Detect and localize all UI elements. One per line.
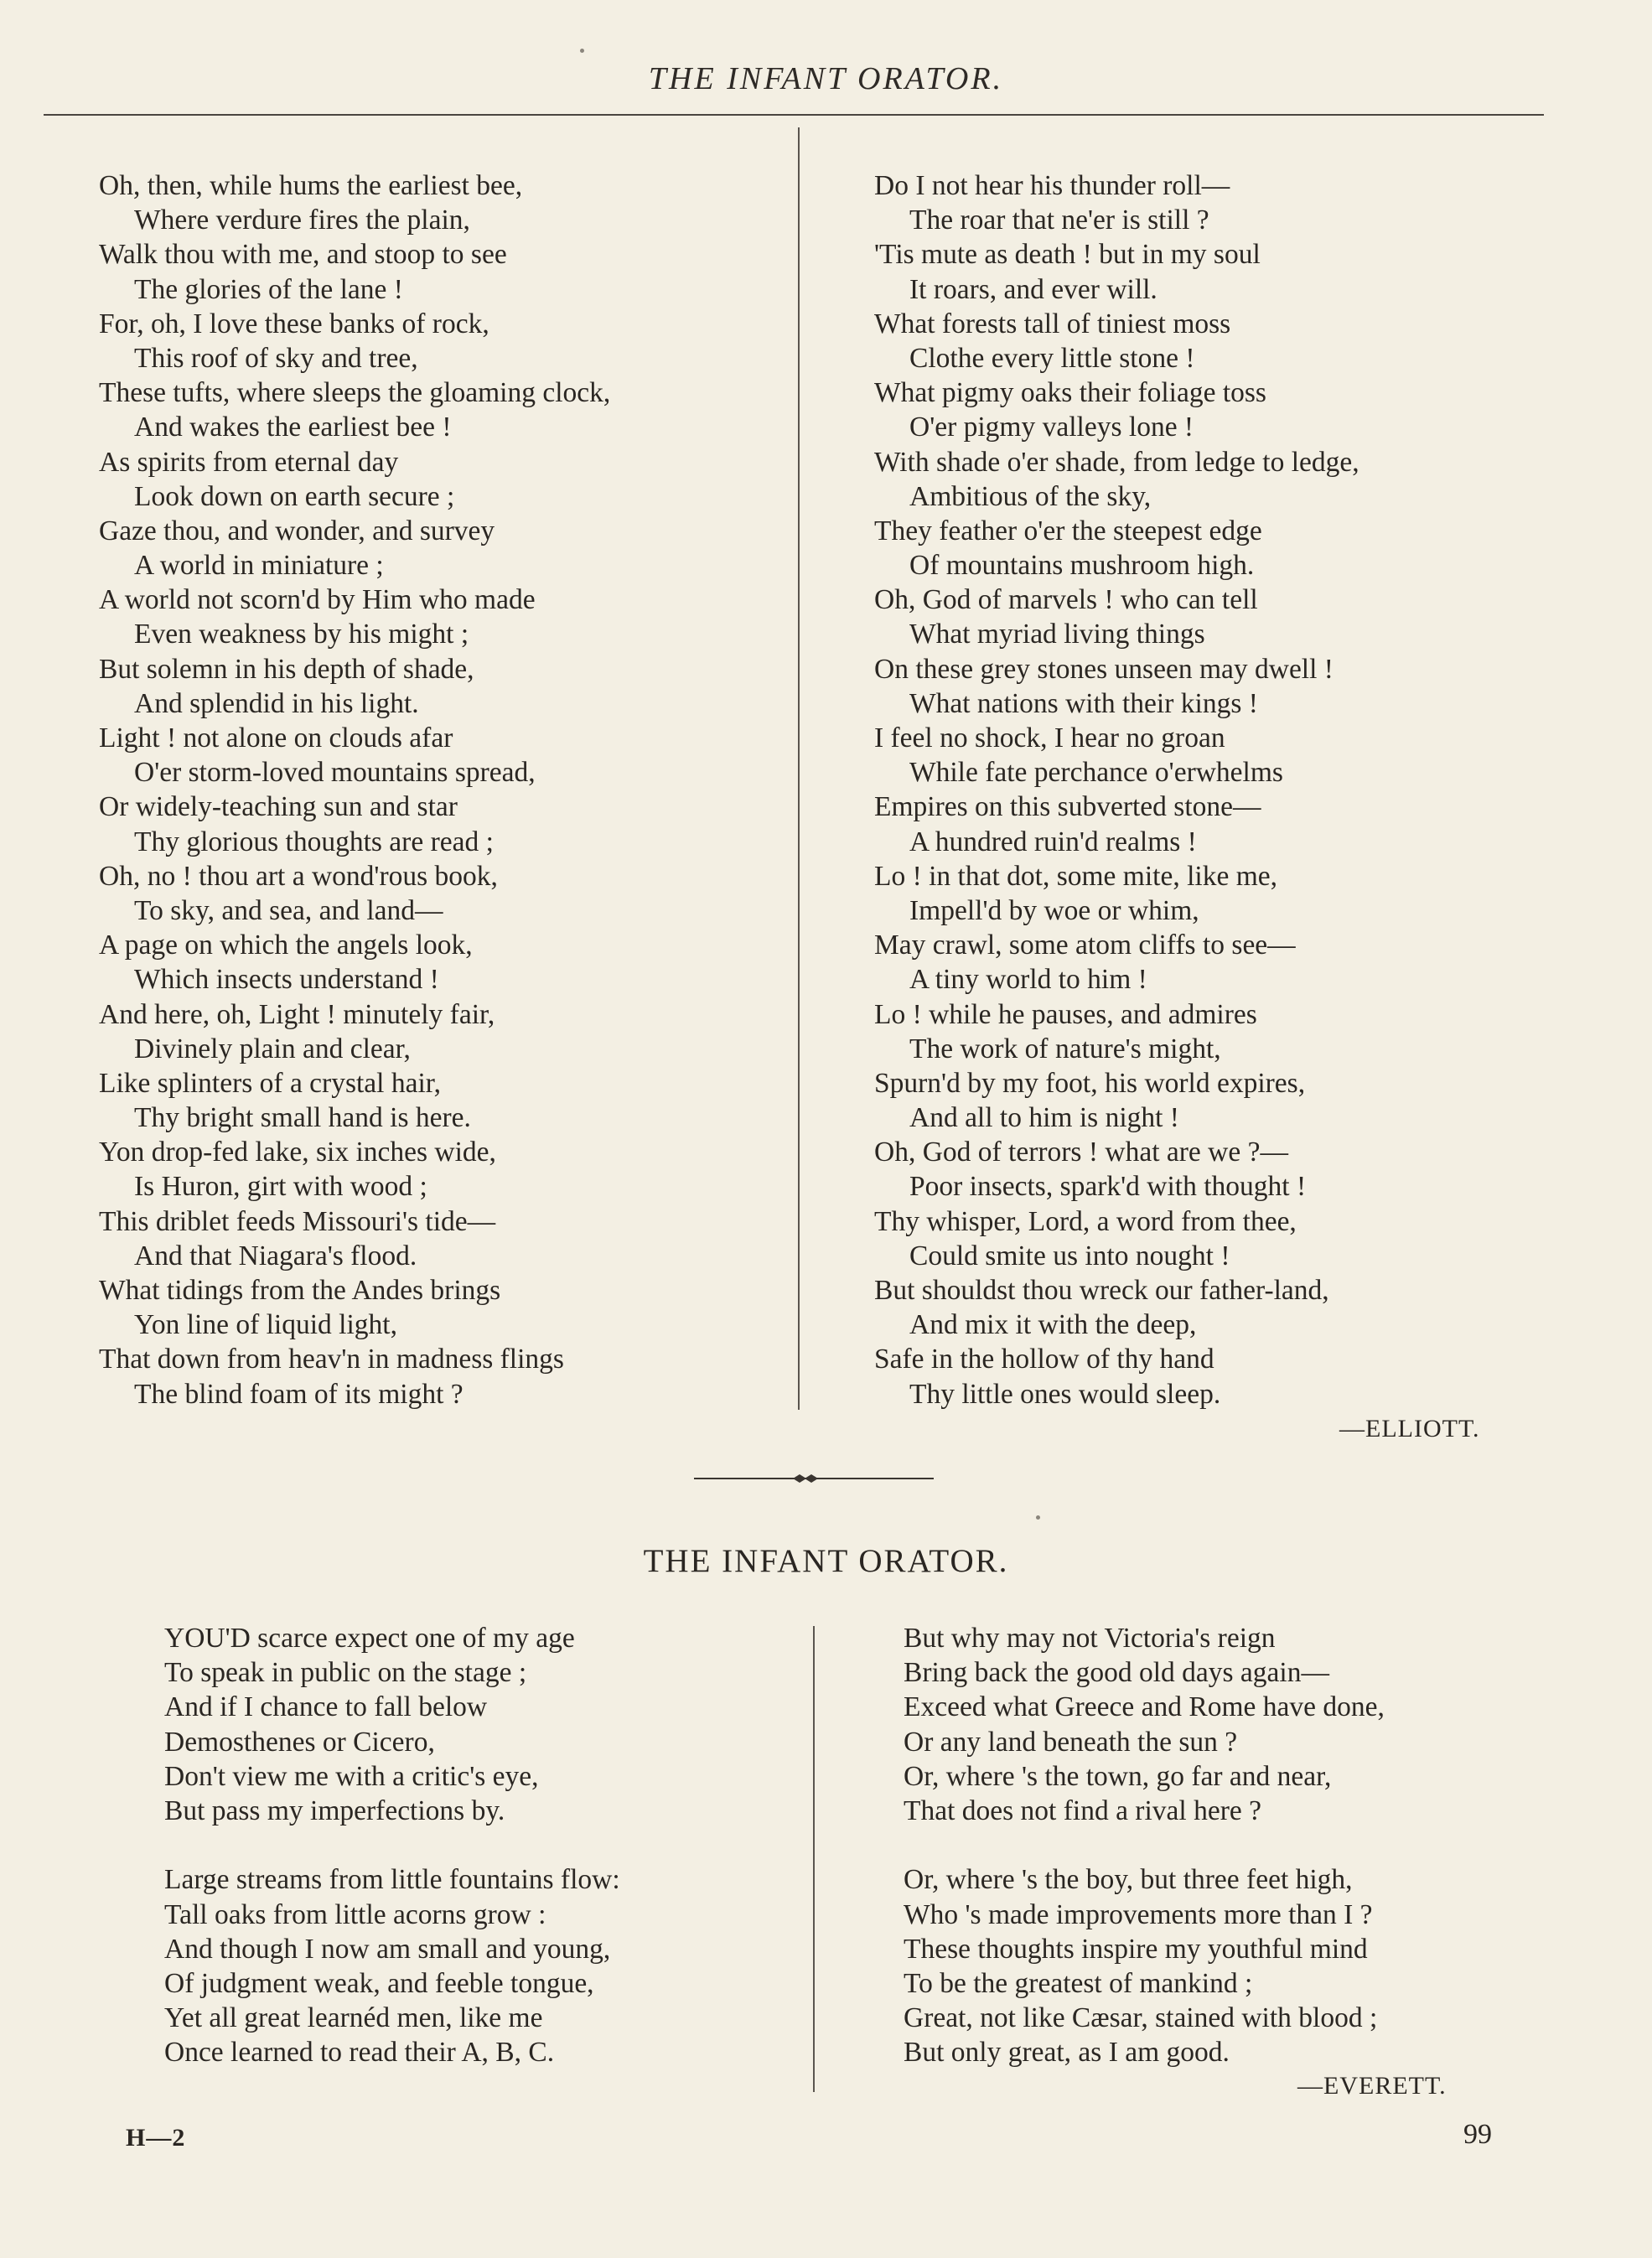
print-speck	[1036, 1515, 1040, 1520]
verse-line: What tidings from the Andes brings	[99, 1275, 501, 1306]
verse-line: This driblet feeds Missouri's tide—	[99, 1205, 496, 1237]
verse-line: A world not scorn'd by Him who made	[99, 584, 536, 616]
verse-line: Or, where 's the boy, but three feet high,	[904, 1864, 1353, 1896]
verse-line: Thy glorious thoughts are read ;	[134, 826, 494, 857]
verse-line: But pass my imperfections by.	[164, 1794, 505, 1826]
verse-line: May crawl, some atom cliffs to see—	[874, 930, 1296, 961]
verse-line: Even weakness by his might ;	[134, 619, 469, 650]
verse-line: Look down on earth secure ;	[134, 480, 455, 512]
verse-line: And splendid in his light.	[134, 687, 419, 719]
verse-line: Oh, God of marvels ! who can tell	[874, 584, 1258, 616]
poem2-attribution: —EVERETT.	[1297, 2072, 1447, 2100]
verse-line: Like splinters of a crystal hair,	[99, 1067, 441, 1099]
verse-line: Don't view me with a critic's eye,	[164, 1760, 539, 1792]
verse-line: Exceed what Greece and Rome have done,	[904, 1691, 1385, 1723]
verse-line: But only great, as I am good.	[904, 2037, 1230, 2069]
verse-line: But shouldst thou wreck our father-land,	[874, 1275, 1329, 1306]
verse-line: Divinely plain and clear,	[134, 1033, 411, 1064]
verse-line: Thy little ones would sleep.	[909, 1378, 1221, 1410]
verse-line: Or any land beneath the sun ?	[904, 1726, 1238, 1758]
verse-line: A world in miniature ;	[134, 550, 384, 582]
verse-line: Safe in the hollow of thy hand	[874, 1344, 1214, 1375]
poem2-column-divider	[813, 1626, 815, 2092]
verse-line	[904, 1828, 1385, 1862]
verse-line: Tall oaks from little acorns grow :	[164, 1898, 546, 1930]
verse-line: Yon drop-fed lake, six inches wide,	[99, 1137, 496, 1168]
verse-line: For, oh, I love these banks of rock,	[99, 308, 489, 339]
verse-line: To sky, and sea, and land—	[134, 894, 443, 926]
verse-line: This roof of sky and tree,	[134, 342, 418, 374]
verse-line: The blind foam of its might ?	[134, 1378, 463, 1410]
verse-line: But why may not Victoria's reign	[904, 1623, 1276, 1654]
poem2-right-column	[904, 1621, 1385, 2069]
verse-line: Could smite us into nought !	[909, 1240, 1230, 1271]
verse-line: Thy bright small hand is here.	[134, 1102, 471, 1134]
verse-line: To speak in public on the stage ;	[164, 1657, 527, 1689]
verse-line: With shade o'er shade, from ledge to ledge,	[874, 446, 1359, 478]
verse-line: And though I now am small and young,	[164, 1933, 611, 1965]
poem2-title: THE INFANT ORATOR.	[643, 1543, 1009, 1579]
verse-line: Spurn'd by my foot, his world expires,	[874, 1067, 1306, 1099]
verse-line: Empires on this subverted stone—	[874, 791, 1261, 823]
verse-line: Bring back the good old days again—	[904, 1657, 1329, 1689]
verse-line: What nations with their kings !	[909, 687, 1258, 719]
verse-line: Oh, God of terrors ! what are we ?—	[874, 1137, 1288, 1168]
verse-line: Lo ! while he pauses, and admires	[874, 998, 1257, 1030]
verse-line: YOU'D scarce expect one of my age	[164, 1623, 575, 1654]
verse-line: On these grey stones unseen may dwell !	[874, 653, 1334, 685]
header-rule	[44, 114, 1544, 116]
verse-line: Or, where 's the town, go far and near,	[904, 1760, 1332, 1792]
verse-line: And here, oh, Light ! minutely fair,	[99, 998, 495, 1030]
verse-line: Which insects understand !	[134, 964, 439, 996]
verse-line: While fate perchance o'erwhelms	[909, 757, 1283, 789]
page-number: 99	[1463, 2119, 1492, 2150]
verse-line: It roars, and ever will.	[909, 273, 1157, 305]
verse-line: That down from heav'n in madness flings	[99, 1344, 564, 1375]
verse-line: Or widely-teaching sun and star	[99, 791, 458, 823]
section-ornament	[694, 1468, 934, 1489]
verse-line: And all to him is night !	[909, 1102, 1179, 1134]
verse-line: Yon line of liquid light,	[134, 1309, 397, 1341]
verse-line: Gaze thou, and wonder, and survey	[99, 515, 495, 546]
verse-line: Light ! not alone on clouds afar	[99, 722, 453, 754]
verse-line: 'Tis mute as death ! but in my soul	[874, 239, 1261, 271]
verse-line: To be the greatest of mankind ;	[904, 1967, 1253, 1999]
poem2-left-column	[164, 1621, 620, 2069]
verse-line: What forests tall of tiniest moss	[874, 308, 1231, 339]
verse-line: And mix it with the deep,	[909, 1309, 1197, 1341]
verse-line: Great, not like Cæsar, stained with blood ;	[904, 2002, 1378, 2034]
poem1-attribution: —ELLIOTT.	[1339, 1415, 1480, 1442]
running-title: THE INFANT ORATOR.	[648, 61, 1004, 96]
verse-line	[164, 1828, 620, 1862]
verse-line: That does not find a rival here ?	[904, 1794, 1261, 1826]
signature-mark: H—2	[126, 2124, 186, 2152]
verse-line: The roar that ne'er is still ?	[909, 205, 1209, 236]
verse-line: These thoughts inspire my youthful mind	[904, 1933, 1368, 1965]
verse-line: Do I not hear his thunder roll—	[874, 170, 1230, 201]
verse-line: These tufts, where sleeps the gloaming clock,	[99, 377, 611, 409]
verse-line: What myriad living things	[909, 619, 1205, 650]
verse-line: The glories of the lane !	[134, 273, 403, 305]
verse-line: Poor insects, spark'd with thought !	[909, 1171, 1307, 1203]
verse-line: I feel no shock, I hear no groan	[874, 722, 1225, 754]
poem1-column-divider	[798, 127, 800, 1410]
verse-line: Large streams from little fountains flow:	[164, 1864, 620, 1896]
verse-line: Where verdure fires the plain,	[134, 205, 470, 236]
poem1-right-column	[874, 168, 1359, 1411]
verse-line: And if I chance to fall below	[164, 1691, 488, 1723]
verse-line: A tiny world to him !	[909, 964, 1147, 996]
verse-line: Oh, no ! thou art a wond'rous book,	[99, 860, 498, 892]
verse-line: Clothe every little stone !	[909, 342, 1195, 374]
verse-line: A page on which the angels look,	[99, 930, 473, 961]
verse-line: As spirits from eternal day	[99, 446, 399, 478]
verse-line: Thy whisper, Lord, a word from thee,	[874, 1205, 1297, 1237]
verse-line: What pigmy oaks their foliage toss	[874, 377, 1266, 409]
verse-line: And wakes the earliest bee !	[134, 412, 452, 443]
verse-line: Demosthenes or Cicero,	[164, 1726, 435, 1758]
verse-line: Impell'd by woe or whim,	[909, 894, 1199, 926]
verse-line: Ambitious of the sky,	[909, 480, 1152, 512]
verse-line: Walk thou with me, and stoop to see	[99, 239, 507, 271]
verse-line: Once learned to read their A, B, C.	[164, 2037, 555, 2069]
print-speck	[580, 49, 584, 53]
verse-line: And that Niagara's flood.	[134, 1240, 417, 1271]
verse-line: Of judgment weak, and feeble tongue,	[164, 1967, 594, 1999]
verse-line: Of mountains mushroom high.	[909, 550, 1255, 582]
verse-line: A hundred ruin'd realms !	[909, 826, 1197, 857]
verse-line: Who 's made improvements more than I ?	[904, 1898, 1373, 1930]
verse-line: But solemn in his depth of shade,	[99, 653, 474, 685]
verse-line: The work of nature's might,	[909, 1033, 1221, 1064]
verse-line: They feather o'er the steepest edge	[874, 515, 1262, 546]
verse-line: O'er storm-loved mountains spread,	[134, 757, 536, 789]
verse-line: Lo ! in that dot, some mite, like me,	[874, 860, 1278, 892]
verse-line: O'er pigmy valleys lone !	[909, 412, 1194, 443]
verse-line: Yet all great learnéd men, like me	[164, 2002, 543, 2034]
poem1-left-column	[99, 168, 610, 1411]
verse-line: Is Huron, girt with wood ;	[134, 1171, 427, 1203]
verse-line: Oh, then, while hums the earliest bee,	[99, 170, 523, 201]
